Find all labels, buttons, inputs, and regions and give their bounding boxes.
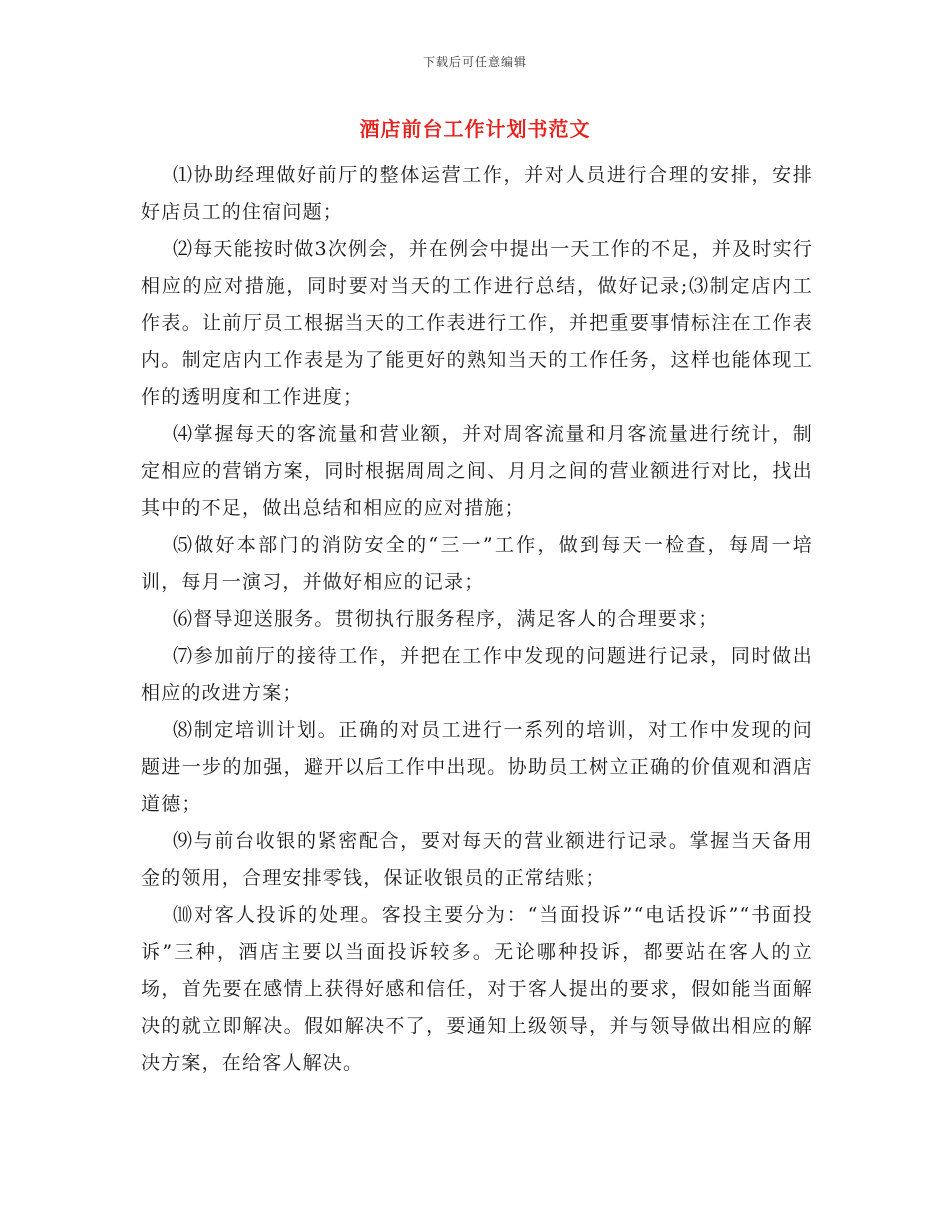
paragraph-3: ⑷掌握每天的客流量和营业额，并对周客流量和月客流量进行统计，制定相应的营销方案，同时根据周周之间、月月之间的营业额进行对比，找出其中的不足，做出总结和相应的应对措施；	[141, 423, 813, 519]
paragraph-4: ⑸做好本部门的消防安全的“三一”工作，做到每天一检查，每周一培训，每月一演习，并做好相应的记录；	[141, 534, 813, 593]
document-title: 酒店前台工作计划书范文	[359, 117, 591, 141]
paragraph-7: ⑻制定培训计划。正确的对员工进行一系列的培训，对工作中发现的问题进一步的加强，避开以后工作中出现。协助员工树立正确的价值观和酒店道德；	[141, 719, 813, 815]
document-body	[141, 157, 813, 1082]
paragraph-9: ⑽对客人投诉的处理。客投主要分为：“当面投诉”“电话投诉”“书面投诉”三种，酒店主要以当面投诉较多。无论哪种投诉，都要站在客人的立场，首先要在感情上获得好感和信任，对于客人提出的要求，假如能当面解决的就立即解决。假如解决不了，要通知上级领导，并与领导做出相应的解决方案，在给客人解决。	[141, 904, 813, 1074]
paragraph-5: ⑹督导迎送服务。贯彻执行服务程序，满足客人的合理要求；	[173, 608, 719, 630]
paragraph-1: ⑴协助经理做好前厅的整体运营工作，并对人员进行合理的安排，安排好店员工的住宿问题；	[141, 164, 813, 223]
paragraph-6: ⑺参加前厅的接待工作，并把在工作中发现的问题进行记录，同时做出相应的改进方案；	[141, 645, 813, 704]
header-note: 下载后可任意编辑	[422, 55, 527, 69]
paragraph-2: ⑵每天能按时做3次例会，并在例会中提出一天工作的不足，并及时实行相应的应对措施，同时要对当天的工作进行总结，做好记录;⑶制定店内工作表。让前厅员工根据当天的工作表进行工作，并把重要事情标注在工作表内。制定店内工作表是为了能更好的熟知当天的工作任务，这样也能体现工作的透明度和工作进度；	[141, 238, 813, 408]
paragraph-8: ⑼与前台收银的紧密配合，要对每天的营业额进行记录。掌握当天备用金的领用，合理安排零钱，保证收银员的正常结账；	[141, 830, 813, 889]
